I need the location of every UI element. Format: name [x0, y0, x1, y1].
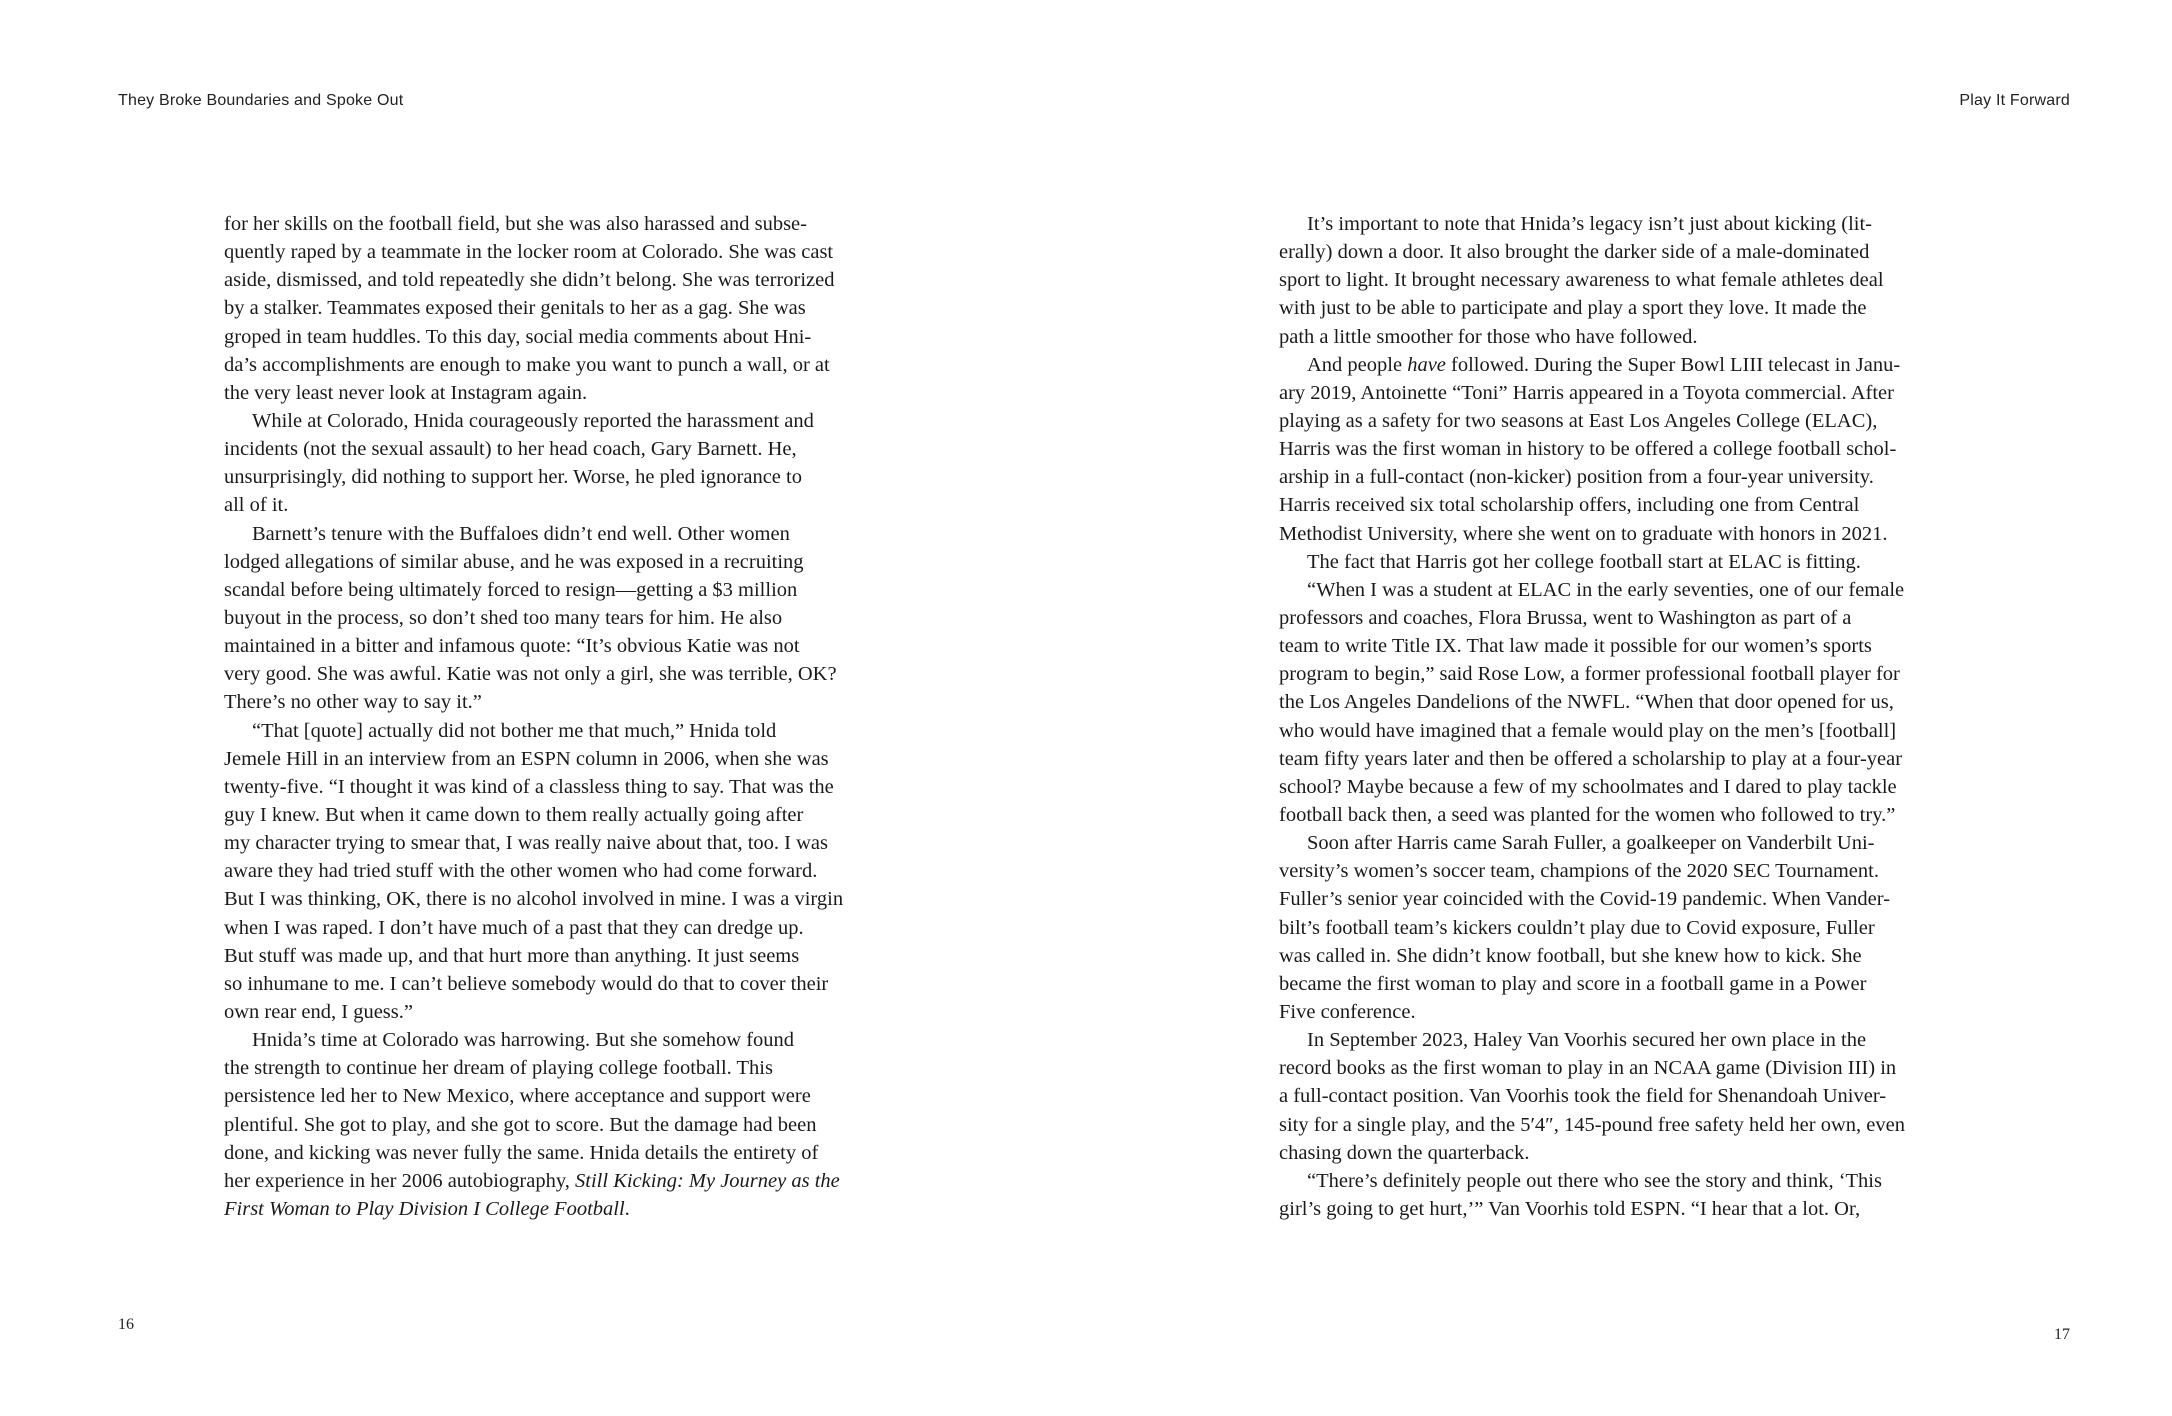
text-line: team fifty years later and then be offered a scholarship to play at a four-year	[1279, 747, 1903, 770]
text-line: versity’s women’s soccer team, champions of the 2020 SEC Tournament.	[1279, 860, 1879, 883]
text-line: erally) down a door. It also brought the darker side of a male-dominated	[1279, 241, 1870, 264]
text-line: ary 2019, Antoinette “Toni” Harris appeared in a Toyota commercial. After	[1279, 381, 1894, 404]
text-line: twenty-five. “I thought it was kind of a classless thing to say. That was the	[224, 775, 834, 798]
text-line: for her skills on the football field, but she was also harassed and subse-	[224, 213, 807, 235]
text-line: persistence led her to New Mexico, where acceptance and support were	[224, 1085, 811, 1108]
text-line: Jemele Hill in an interview from an ESPN column in 2006, when she was	[224, 747, 829, 770]
text-line: While at Colorado, Hnida courageously reported the harassment and	[252, 409, 814, 432]
text-line: playing as a safety for two seasons at East Los Angeles College (ELAC),	[1279, 409, 1878, 432]
text-line: the Los Angeles Dandelions of the NWFL. “When that door opened for us,	[1279, 691, 1894, 714]
text-line: unsurprisingly, did nothing to support her. Worse, he pled ignorance to	[224, 466, 802, 489]
text-line: In September 2023, Haley Van Voorhis secured her own place in the	[1307, 1029, 1867, 1052]
book-title-italic: Still Kicking: My Journey as the	[575, 1169, 840, 1192]
text-line: groped in team huddles. To this day, social media comments about Hni-	[224, 325, 812, 348]
text-line: sity for a single play, and the 5′4″, 145-pound free safety held her own, even	[1279, 1113, 1905, 1136]
text-line: It’s important to note that Hnida’s legacy isn’t just about kicking (lit-	[1307, 213, 1872, 235]
text-line: very good. She was awful. Katie was not only a girl, she was terrible, OK?	[224, 663, 837, 686]
text-line: Barnett’s tenure with the Buffaloes didn’t end well. Other women	[252, 522, 790, 545]
text-line	[224, 1195, 924, 1223]
page-number: 17	[2054, 1326, 2070, 1343]
text-line: lodged allegations of similar abuse, and he was exposed in a recruiting	[224, 550, 804, 573]
text-line: maintained in a bitter and infamous quote: “It’s obvious Katie was not	[224, 635, 800, 658]
text-line: incidents (not the sexual assault) to her head coach, Gary Barnett. He,	[224, 438, 797, 461]
text-line: Fuller’s senior year coincided with the Covid-19 pandemic. When Vander-	[1279, 888, 1891, 911]
book-title-italic: First Woman to Play Division I College Football	[224, 1197, 625, 1220]
text-line: da’s accomplishments are enough to make you want to punch a wall, or at	[224, 353, 830, 376]
text-line: “When I was a student at ELAC in the early seventies, one of our female	[1307, 578, 1905, 601]
text-line: with just to be able to participate and play a sport they love. It made the	[1279, 297, 1867, 320]
text-line: Soon after Harris came Sarah Fuller, a goalkeeper on Vanderbilt Uni-	[1307, 832, 1875, 855]
text-line: so inhumane to me. I can’t believe somebody would do that to cover their	[224, 972, 829, 995]
body-text	[1279, 210, 1979, 1223]
text-line: buyout in the process, so don’t shed too many tears for him. He also	[224, 606, 783, 629]
text-line: But stuff was made up, and that hurt more than anything. It just seems	[224, 944, 800, 967]
text-line: scandal before being ultimately forced to resign—getting a $3 million	[224, 578, 798, 601]
text-line: Methodist University, where she went on to graduate with honors in 2021.	[1279, 522, 1888, 545]
text-line: when I was raped. I don’t have much of a past that they can dredge up.	[224, 916, 804, 939]
text-line: the very least never look at Instagram again.	[224, 381, 588, 404]
emphasis-italic: have	[1407, 353, 1446, 376]
text-line: bilt’s football team’s kickers couldn’t play due to Covid exposure, Fuller	[1279, 916, 1875, 939]
text-line: my character trying to smear that, I was really naive about that, too. I was	[224, 832, 828, 855]
body-text	[224, 210, 924, 1223]
text-line: aware they had tried stuff with the other women who had come forward.	[224, 860, 818, 883]
text-line: done, and kicking was never fully the same. Hnida details the entirety of	[224, 1141, 819, 1164]
text-line: guy I knew. But when it came down to them really actually going after	[224, 803, 804, 826]
text-line: Five conference.	[1279, 1000, 1416, 1023]
text-line: There’s no other way to say it.”	[224, 691, 482, 714]
text-line: plentiful. She got to play, and she got to score. But the damage had been	[224, 1113, 817, 1136]
text-line: girl’s going to get hurt,’” Van Voorhis told ESPN. “I hear that a lot. Or,	[1279, 1197, 1861, 1220]
text-line: arship in a full-contact (non-kicker) position from a four-year university.	[1279, 466, 1874, 489]
text-line: own rear end, I guess.”	[224, 1000, 413, 1023]
text-line: Hnida’s time at Colorado was harrowing. But she somehow found	[252, 1029, 795, 1052]
text-run: .	[624, 1197, 630, 1220]
text-line: by a stalker. Teammates exposed their genitals to her as a gag. She was	[224, 297, 806, 320]
text-line: The fact that Harris got her college football start at ELAC is fitting.	[1307, 550, 1861, 573]
text-line: Harris was the first woman in history to be offered a college football schol-	[1279, 438, 1897, 461]
text-line: sport to light. It brought necessary awareness to what female athletes deal	[1279, 269, 1884, 292]
text-line: team to write Title IX. That law made it possible for our women’s sports	[1279, 635, 1872, 658]
text-line: “There’s definitely people out there who see the story and think, ‘This	[1307, 1169, 1882, 1192]
text-line	[224, 1167, 924, 1195]
text-line: Harris received six total scholarship offers, including one from Central	[1279, 494, 1860, 517]
text-line: “That [quote] actually did not bother me that much,” Hnida told	[252, 719, 777, 742]
text-run: followed. During the Super Bowl LIII telecast in Janu-	[1445, 353, 1901, 376]
right-page	[1086, 0, 2172, 1416]
text-line: was called in. She didn’t know football, but she knew how to kick. She	[1279, 944, 1862, 967]
running-head: Play It Forward	[1959, 92, 2070, 109]
text-line: all of it.	[224, 494, 289, 517]
text-run: her experience in her 2006 autobiography,	[224, 1169, 576, 1192]
text-line: quently raped by a teammate in the locker room at Colorado. She was cast	[224, 241, 834, 264]
text-run: And people	[1307, 353, 1408, 376]
text-line: program to begin,” said Rose Low, a former professional football player for	[1279, 663, 1900, 686]
text-line: football back then, a seed was planted for the women who followed to try.”	[1279, 803, 1896, 826]
text-line: record books as the first woman to play in an NCAA game (Division III) in	[1279, 1057, 1897, 1080]
text-line	[1279, 351, 1979, 379]
text-line: chasing down the quarterback.	[1279, 1141, 1530, 1164]
text-line: professors and coaches, Flora Brussa, went to Washington as part of a	[1279, 606, 1852, 629]
text-line: But I was thinking, OK, there is no alcohol involved in mine. I was a virgin	[224, 888, 844, 911]
page-number: 16	[118, 1316, 134, 1333]
text-line: school? Maybe because a few of my schoolmates and I dared to play tackle	[1279, 775, 1897, 798]
text-line: path a little smoother for those who have followed.	[1279, 325, 1698, 348]
running-head: They Broke Boundaries and Spoke Out	[118, 92, 404, 109]
text-line: the strength to continue her dream of playing college football. This	[224, 1057, 773, 1080]
text-line: a full-contact position. Van Voorhis took the field for Shenandoah Univer-	[1279, 1085, 1887, 1108]
text-line: aside, dismissed, and told repeatedly she didn’t belong. She was terrorized	[224, 269, 835, 292]
text-line: became the first woman to play and score in a football game in a Power	[1279, 972, 1867, 995]
text-line: who would have imagined that a female would play on the men’s [football]	[1279, 719, 1897, 742]
